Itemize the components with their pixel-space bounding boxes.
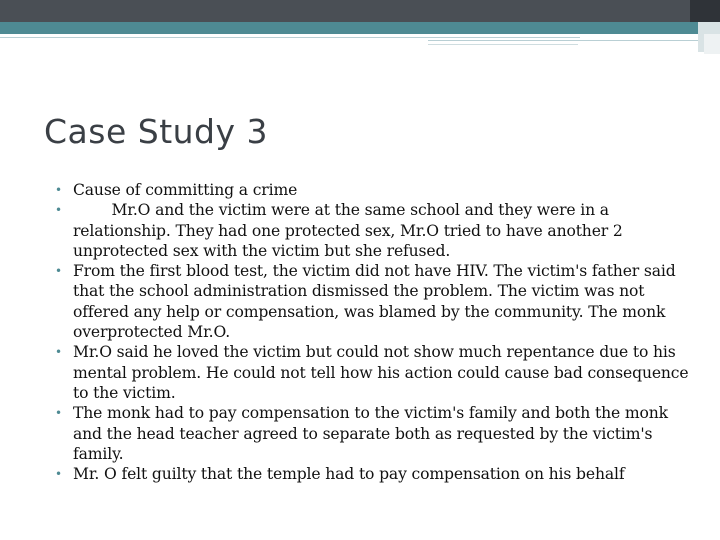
bullet-item	[55, 261, 695, 342]
bullet-icon: •	[55, 264, 62, 279]
bullet-item	[55, 464, 695, 484]
bullet-item	[55, 403, 695, 464]
decorative-corner-inner	[704, 34, 720, 54]
bullet-text: Cause of committing a crime	[73, 181, 298, 199]
bullet-item	[55, 342, 695, 403]
header-corner-block	[690, 0, 720, 22]
bullet-icon: •	[55, 406, 62, 421]
bullet-icon: •	[55, 467, 62, 482]
bullet-text: The monk had to pay compensation to the victim's family and both the monk and the head teacher agreed to separate both as requested by the victim's family.	[73, 404, 668, 463]
bullet-list	[55, 180, 695, 484]
header-bar	[0, 0, 690, 22]
decorative-line	[0, 37, 580, 38]
slide-body	[55, 180, 695, 484]
accent-bar	[0, 22, 700, 34]
bullet-icon: •	[55, 203, 62, 218]
bullet-item	[55, 200, 695, 261]
slide-title: Case Study 3	[44, 112, 269, 151]
decorative-line-right	[428, 40, 698, 41]
bullet-text: Mr. O felt guilty that the temple had to pay compensation on his behalf	[73, 465, 625, 484]
decorative-line-right-short	[428, 44, 578, 45]
bullet-text: Mr.O said he loved the victim but could not show much repentance due to his mental problem. He could not tell how his action could cause bad consequence to the victim.	[73, 343, 689, 402]
bullet-text: Mr.O and the victim were at the same school and they were in a relationship. They had one protected sex, Mr.O tried to have another 2 unprotected sex with the victim but she refused.	[73, 201, 628, 260]
bullet-icon: •	[55, 183, 62, 197]
bullet-icon: •	[55, 345, 62, 360]
header-band	[0, 0, 720, 22]
bullet-text: From the first blood test, the victim did not have HIV. The victim's father said that the school administration dismissed the problem. The victim was not offered any help or compensation, was blamed by the community. The monk overprotected Mr.O.	[73, 262, 676, 342]
bullet-item	[55, 180, 695, 200]
